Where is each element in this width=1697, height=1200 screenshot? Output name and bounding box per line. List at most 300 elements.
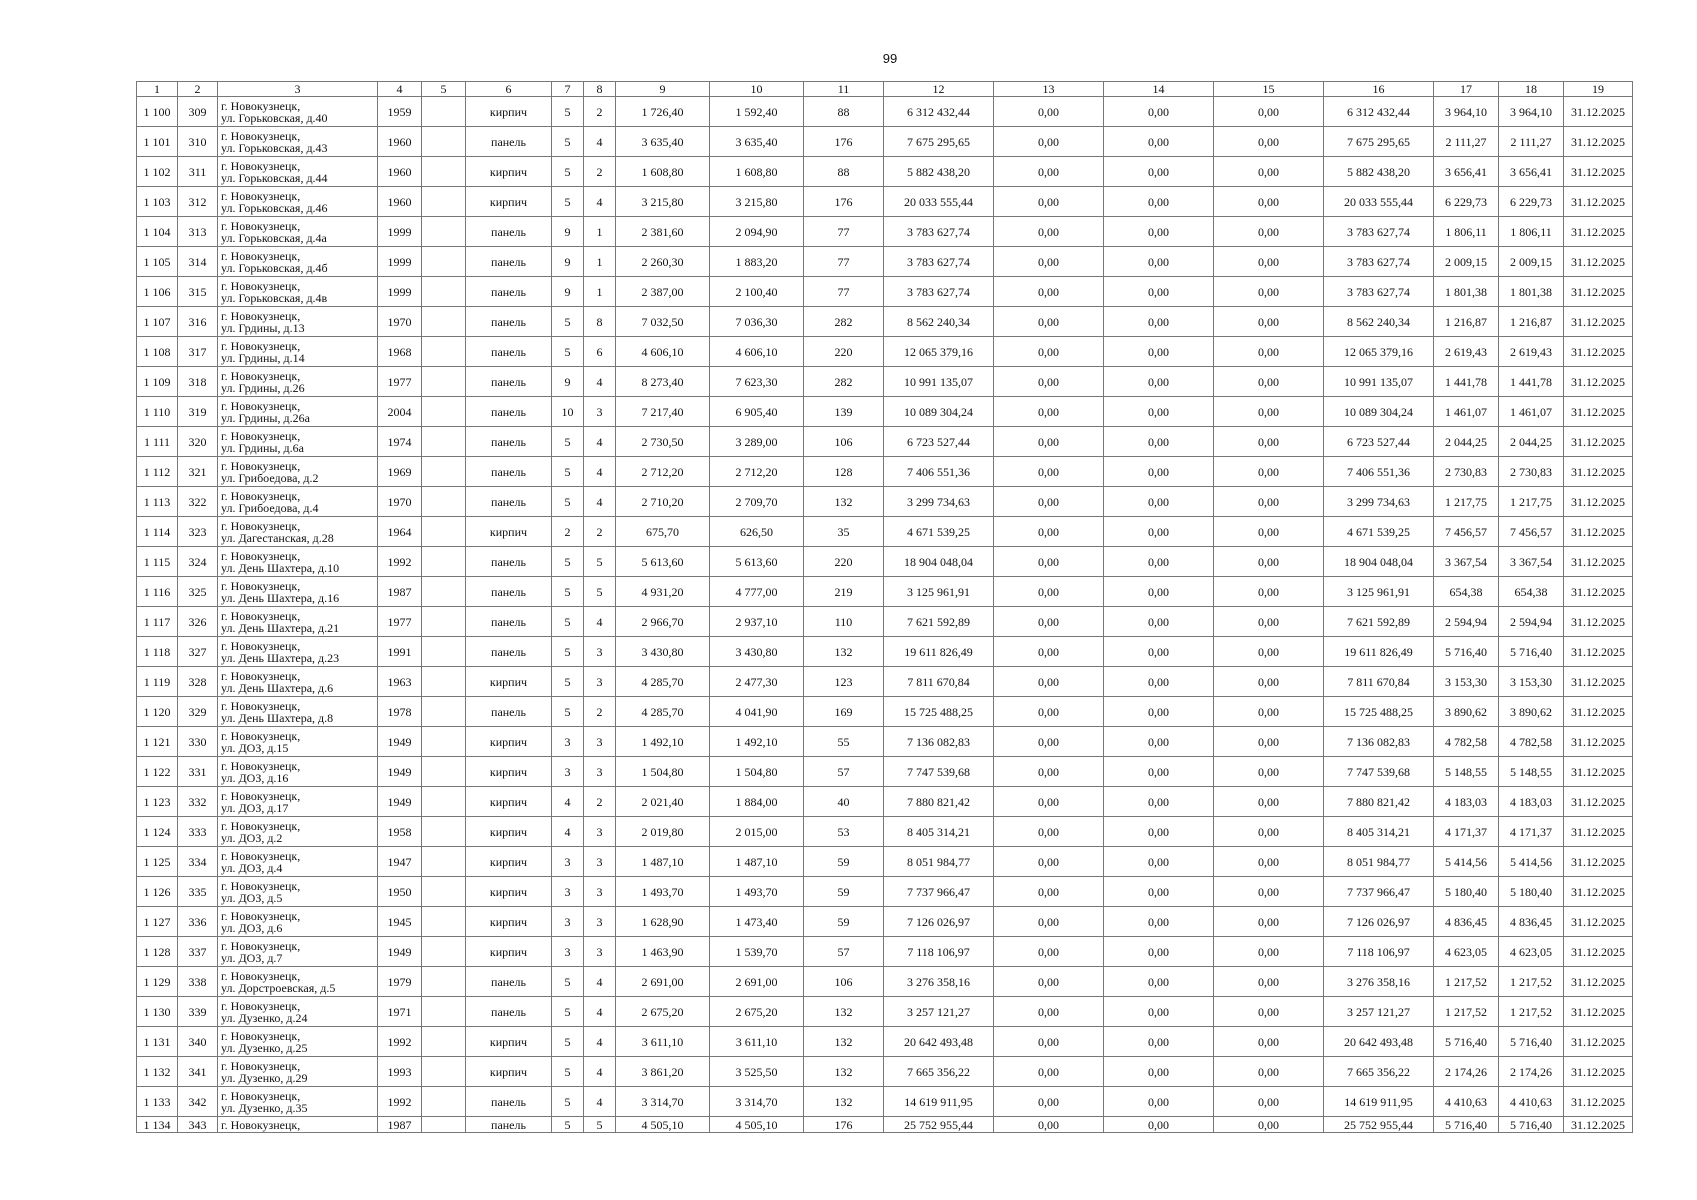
table-row (137, 697, 1633, 727)
cell: 88 (804, 97, 884, 127)
cell: 5 (552, 1087, 584, 1117)
cell: 7 747 539,68 (884, 757, 994, 787)
cell: 18 904 048,04 (884, 547, 994, 577)
cell: 1 (584, 277, 616, 307)
cell: 0,00 (1214, 307, 1324, 337)
address-cell (218, 727, 378, 757)
cell: 31.12.2025 (1564, 727, 1633, 757)
address-street: ул. День Шахтера, д.16 (221, 590, 340, 605)
cell: 10 089 304,24 (1324, 397, 1434, 427)
cell: 5 716,40 (1499, 1117, 1564, 1133)
table-row (137, 217, 1633, 247)
address-street: ул. Грдины, д.26 (221, 380, 305, 395)
cell: 55 (804, 727, 884, 757)
cell: кирпич (466, 157, 552, 187)
table-row (137, 547, 1633, 577)
cell: 0,00 (994, 307, 1104, 337)
cell: 1 129 (137, 967, 178, 997)
cell: 3 276 358,16 (884, 967, 994, 997)
cell: 5 (552, 637, 584, 667)
cell: 59 (804, 907, 884, 937)
cell: панель (466, 997, 552, 1027)
cell: 3 (584, 667, 616, 697)
cell: панель (466, 607, 552, 637)
cell (422, 127, 466, 157)
cell: 0,00 (994, 157, 1104, 187)
cell: 20 033 555,44 (1324, 187, 1434, 217)
cell: 0,00 (1104, 1087, 1214, 1117)
cell: 1 126 (137, 877, 178, 907)
cell: 15 725 488,25 (1324, 697, 1434, 727)
address-cell (218, 607, 378, 637)
table-row (137, 247, 1633, 277)
cell (422, 787, 466, 817)
cell: 2 381,60 (616, 217, 710, 247)
cell: 176 (804, 1117, 884, 1133)
cell: 1 504,80 (616, 757, 710, 787)
address-city: г. Новокузнецк, (221, 1028, 301, 1043)
cell: 0,00 (1214, 667, 1324, 697)
address-street: ул. Горьковская, д.40 (221, 110, 328, 125)
cell: 4 (552, 787, 584, 817)
cell: 0,00 (1104, 697, 1214, 727)
cell: 319 (178, 397, 218, 427)
address-cell (218, 1027, 378, 1057)
cell: 4 505,10 (710, 1117, 804, 1133)
register-table (136, 81, 1633, 1133)
cell: 31.12.2025 (1564, 367, 1633, 397)
cell: 20 642 493,48 (1324, 1027, 1434, 1057)
cell: 5 180,40 (1434, 877, 1499, 907)
cell: 3 783 627,74 (884, 217, 994, 247)
cell (422, 97, 466, 127)
cell: 4 410,63 (1499, 1087, 1564, 1117)
cell: 4 505,10 (616, 1117, 710, 1133)
address-cell (218, 637, 378, 667)
cell: 1993 (378, 1057, 422, 1087)
cell: 7 136 082,83 (1324, 727, 1434, 757)
address-cell (218, 307, 378, 337)
cell: панель (466, 247, 552, 277)
cell: 0,00 (1214, 607, 1324, 637)
cell: 310 (178, 127, 218, 157)
address-street: ул. Горьковская, д.4б (221, 260, 328, 275)
cell: 1 131 (137, 1027, 178, 1057)
address-street: ул. Горьковская, д.4в (221, 290, 328, 305)
cell: 3 890,62 (1434, 697, 1499, 727)
address-street: ул. ДОЗ, д.17 (221, 800, 289, 815)
cell: 3 783 627,74 (1324, 217, 1434, 247)
address-city: г. Новокузнецк, (221, 158, 301, 173)
cell: 7 737 966,47 (884, 877, 994, 907)
cell: 0,00 (994, 277, 1104, 307)
cell: 19 611 826,49 (884, 637, 994, 667)
cell (422, 1117, 466, 1133)
cell: 31.12.2025 (1564, 667, 1633, 697)
cell: 1 108 (137, 337, 178, 367)
cell: 2 477,30 (710, 667, 804, 697)
column-header-17: 17 (1434, 82, 1499, 97)
table-row (137, 1027, 1633, 1057)
cell: 2 094,90 (710, 217, 804, 247)
cell: 176 (804, 127, 884, 157)
cell: 0,00 (1104, 487, 1214, 517)
cell: 31.12.2025 (1564, 217, 1633, 247)
cell: панель (466, 637, 552, 667)
table-row (137, 1117, 1633, 1133)
cell (422, 967, 466, 997)
cell: 4 782,58 (1499, 727, 1564, 757)
cell: 1 116 (137, 577, 178, 607)
cell: 0,00 (1214, 367, 1324, 397)
cell: 1 132 (137, 1057, 178, 1087)
cell: 31.12.2025 (1564, 697, 1633, 727)
address-street: ул. Дузенко, д.29 (221, 1070, 308, 1085)
column-header-11: 11 (804, 82, 884, 97)
cell: 35 (804, 517, 884, 547)
table-row (137, 157, 1633, 187)
table-row (137, 727, 1633, 757)
address-city: г. Новокузнецк, (221, 308, 301, 323)
cell: 5 613,60 (710, 547, 804, 577)
cell: 2 (584, 517, 616, 547)
cell: панель (466, 547, 552, 577)
cell: 2 675,20 (616, 997, 710, 1027)
cell: 0,00 (1214, 877, 1324, 907)
address-city: г. Новокузнецк, (221, 518, 301, 533)
cell: 5 (552, 1057, 584, 1087)
cell: 332 (178, 787, 218, 817)
cell: 0,00 (1104, 1027, 1214, 1057)
cell: 0,00 (1214, 787, 1324, 817)
cell (422, 697, 466, 727)
cell: 2 712,20 (616, 457, 710, 487)
cell: 7 126 026,97 (1324, 907, 1434, 937)
address-cell (218, 1057, 378, 1087)
cell: 333 (178, 817, 218, 847)
address-city: г. Новокузнецк, (221, 908, 301, 923)
cell: 2 009,15 (1499, 247, 1564, 277)
column-header-7: 7 (552, 82, 584, 97)
cell: 31.12.2025 (1564, 997, 1633, 1027)
cell: панель (466, 277, 552, 307)
cell (422, 1027, 466, 1057)
cell: 0,00 (994, 1057, 1104, 1087)
cell: 2004 (378, 397, 422, 427)
cell: 5 (552, 997, 584, 1027)
column-header-8: 8 (584, 82, 616, 97)
cell: 322 (178, 487, 218, 517)
cell: 31.12.2025 (1564, 457, 1633, 487)
cell: 1970 (378, 487, 422, 517)
cell: 1970 (378, 307, 422, 337)
address-cell (218, 127, 378, 157)
cell: 0,00 (1104, 397, 1214, 427)
address-cell (218, 967, 378, 997)
cell: 77 (804, 277, 884, 307)
cell: 5 (552, 607, 584, 637)
cell: 0,00 (1104, 337, 1214, 367)
cell: 2 594,94 (1499, 607, 1564, 637)
address-city: г. Новокузнецк, (221, 608, 301, 623)
table-row (137, 427, 1633, 457)
cell: 4 410,63 (1434, 1087, 1499, 1117)
cell: 1999 (378, 277, 422, 307)
cell: 1992 (378, 1027, 422, 1057)
address-city: г. Новокузнецк, (221, 128, 301, 143)
address-city: г. Новокузнецк, (221, 818, 301, 833)
cell: 1960 (378, 157, 422, 187)
cell: 1 128 (137, 937, 178, 967)
cell: 0,00 (994, 97, 1104, 127)
address-city: г. Новокузнецк, (221, 278, 301, 293)
column-header-1: 1 (137, 82, 178, 97)
address-cell (218, 487, 378, 517)
address-city: г. Новокузнецк, (221, 188, 301, 203)
cell: 0,00 (1104, 787, 1214, 817)
cell: 7 880 821,42 (1324, 787, 1434, 817)
cell: панель (466, 367, 552, 397)
cell: 31.12.2025 (1564, 337, 1633, 367)
cell: 1 487,10 (710, 847, 804, 877)
address-street: ул. Горьковская, д.46 (221, 200, 328, 215)
address-cell (218, 817, 378, 847)
cell: 31.12.2025 (1564, 877, 1633, 907)
cell: 1 111 (137, 427, 178, 457)
address-cell (218, 697, 378, 727)
cell: 0,00 (1104, 457, 1214, 487)
cell: 2 691,00 (616, 967, 710, 997)
cell: 2 387,00 (616, 277, 710, 307)
address-city: г. Новокузнецк, (221, 638, 301, 653)
cell (422, 457, 466, 487)
cell: 1 (584, 217, 616, 247)
cell: 2 009,15 (1434, 247, 1499, 277)
cell (422, 427, 466, 457)
cell (422, 367, 466, 397)
address-street: ул. День Шахтера, д.23 (221, 650, 340, 665)
cell: 4 (584, 1057, 616, 1087)
cell: 2 111,27 (1499, 127, 1564, 157)
cell: 4 606,10 (616, 337, 710, 367)
cell: 220 (804, 337, 884, 367)
cell: 31.12.2025 (1564, 547, 1633, 577)
address-city: г. Новокузнецк, (221, 248, 301, 263)
cell: 1958 (378, 817, 422, 847)
cell: 3 (584, 877, 616, 907)
cell: 31.12.2025 (1564, 757, 1633, 787)
cell: 1 216,87 (1434, 307, 1499, 337)
cell: 5 414,56 (1499, 847, 1564, 877)
cell: 1 112 (137, 457, 178, 487)
cell: 7 621 592,89 (884, 607, 994, 637)
cell: 1 487,10 (616, 847, 710, 877)
cell: 0,00 (1214, 157, 1324, 187)
cell: 1 113 (137, 487, 178, 517)
address-city: г. Новокузнецк, (221, 548, 301, 563)
cell: 339 (178, 997, 218, 1027)
cell: 0,00 (1214, 97, 1324, 127)
cell: 4 (584, 607, 616, 637)
address-street: ул. Дагестанская, д.28 (221, 530, 334, 545)
cell: 31.12.2025 (1564, 277, 1633, 307)
table-row (137, 967, 1633, 997)
cell: 0,00 (1104, 97, 1214, 127)
cell: кирпич (466, 907, 552, 937)
cell: 0,00 (1104, 1057, 1214, 1087)
cell: панель (466, 967, 552, 997)
cell (422, 217, 466, 247)
cell: 3 257 121,27 (1324, 997, 1434, 1027)
cell: 3 299 734,63 (884, 487, 994, 517)
cell: 1 102 (137, 157, 178, 187)
cell: 0,00 (994, 427, 1104, 457)
cell: 7 665 356,22 (884, 1057, 994, 1087)
cell: 5 (552, 1027, 584, 1057)
cell: 1 217,52 (1499, 967, 1564, 997)
table-row (137, 817, 1633, 847)
address-city: г. Новокузнецк, (221, 458, 301, 473)
cell: 325 (178, 577, 218, 607)
cell: кирпич (466, 1057, 552, 1087)
cell: 1 (584, 247, 616, 277)
column-header-6: 6 (466, 82, 552, 97)
table-row (137, 877, 1633, 907)
cell: 5 613,60 (616, 547, 710, 577)
cell: 4 (584, 457, 616, 487)
cell: 7 880 821,42 (884, 787, 994, 817)
cell: 57 (804, 937, 884, 967)
cell: 3 153,30 (1434, 667, 1499, 697)
cell: 6 312 432,44 (884, 97, 994, 127)
cell: 31.12.2025 (1564, 1117, 1633, 1133)
column-header-3: 3 (218, 82, 378, 97)
cell: 3 314,70 (710, 1087, 804, 1117)
cell: 3 367,54 (1434, 547, 1499, 577)
cell: 0,00 (1104, 847, 1214, 877)
cell: 3 635,40 (710, 127, 804, 157)
cell: 3 (552, 727, 584, 757)
cell: панель (466, 1117, 552, 1133)
cell: 0,00 (1104, 157, 1214, 187)
cell: 31.12.2025 (1564, 1057, 1633, 1087)
cell (422, 517, 466, 547)
cell: 4 836,45 (1499, 907, 1564, 937)
cell: кирпич (466, 757, 552, 787)
cell: 1987 (378, 577, 422, 607)
table-row (137, 1087, 1633, 1117)
address-cell (218, 757, 378, 787)
address-city: г. Новокузнецк, (221, 668, 301, 683)
cell: 132 (804, 1057, 884, 1087)
cell: 5 414,56 (1434, 847, 1499, 877)
cell: 0,00 (1214, 967, 1324, 997)
cell: 0,00 (1214, 727, 1324, 757)
cell (422, 547, 466, 577)
cell: 3 783 627,74 (884, 277, 994, 307)
cell: 1 883,20 (710, 247, 804, 277)
cell: 1 110 (137, 397, 178, 427)
cell: 0,00 (1214, 1027, 1324, 1057)
address-city: г. Новокузнецк, (221, 1058, 301, 1073)
cell: 1 441,78 (1434, 367, 1499, 397)
cell: 626,50 (710, 517, 804, 547)
cell: 4 777,00 (710, 577, 804, 607)
cell: 327 (178, 637, 218, 667)
address-city: г. Новокузнецк, (221, 398, 301, 413)
cell: 0,00 (1104, 307, 1214, 337)
address-street: ул. День Шахтера, д.8 (221, 710, 334, 725)
cell: 5 (552, 1117, 584, 1133)
table-row (137, 277, 1633, 307)
cell: 324 (178, 547, 218, 577)
cell: 31.12.2025 (1564, 847, 1633, 877)
cell: кирпич (466, 97, 552, 127)
cell: панель (466, 337, 552, 367)
cell: 3 (552, 877, 584, 907)
address-street: ул. Грдины, д.6а (221, 440, 304, 455)
cell: 0,00 (994, 727, 1104, 757)
cell: 0,00 (1104, 907, 1214, 937)
cell: 0,00 (994, 877, 1104, 907)
cell: 5 716,40 (1434, 1027, 1499, 1057)
cell: 1 726,40 (616, 97, 710, 127)
cell: 3 (584, 847, 616, 877)
cell: 123 (804, 667, 884, 697)
cell: 2 (584, 697, 616, 727)
cell: 5 (584, 547, 616, 577)
cell: 0,00 (1104, 247, 1214, 277)
cell: 316 (178, 307, 218, 337)
cell: панель (466, 397, 552, 427)
cell (422, 577, 466, 607)
cell: 31.12.2025 (1564, 817, 1633, 847)
column-header-12: 12 (884, 82, 994, 97)
cell: 9 (552, 277, 584, 307)
cell: 0,00 (1104, 517, 1214, 547)
cell: 4 606,10 (710, 337, 804, 367)
address-cell (218, 277, 378, 307)
cell: 3 783 627,74 (1324, 277, 1434, 307)
cell: 1 125 (137, 847, 178, 877)
cell: 40 (804, 787, 884, 817)
cell: 20 642 493,48 (884, 1027, 994, 1057)
cell: 25 752 955,44 (1324, 1117, 1434, 1133)
cell: 0,00 (994, 457, 1104, 487)
cell: 132 (804, 487, 884, 517)
cell: 8 273,40 (616, 367, 710, 397)
cell: 0,00 (1214, 337, 1324, 367)
cell: 1 121 (137, 727, 178, 757)
cell: 10 (552, 397, 584, 427)
cell: 0,00 (994, 907, 1104, 937)
cell: 3 783 627,74 (1324, 247, 1434, 277)
cell: 2 100,40 (710, 277, 804, 307)
cell: 1 217,52 (1434, 997, 1499, 1027)
cell: 3 (584, 397, 616, 427)
cell: 1949 (378, 727, 422, 757)
cell: 1 123 (137, 787, 178, 817)
cell: 2 730,83 (1434, 457, 1499, 487)
cell: 5 180,40 (1499, 877, 1564, 907)
address-street: ул. Грдины, д.26а (221, 410, 310, 425)
cell: 0,00 (1104, 757, 1214, 787)
cell: 2 260,30 (616, 247, 710, 277)
cell: 3 153,30 (1499, 667, 1564, 697)
cell: 334 (178, 847, 218, 877)
address-city: г. Новокузнецк, (221, 1088, 301, 1103)
cell: 2 710,20 (616, 487, 710, 517)
